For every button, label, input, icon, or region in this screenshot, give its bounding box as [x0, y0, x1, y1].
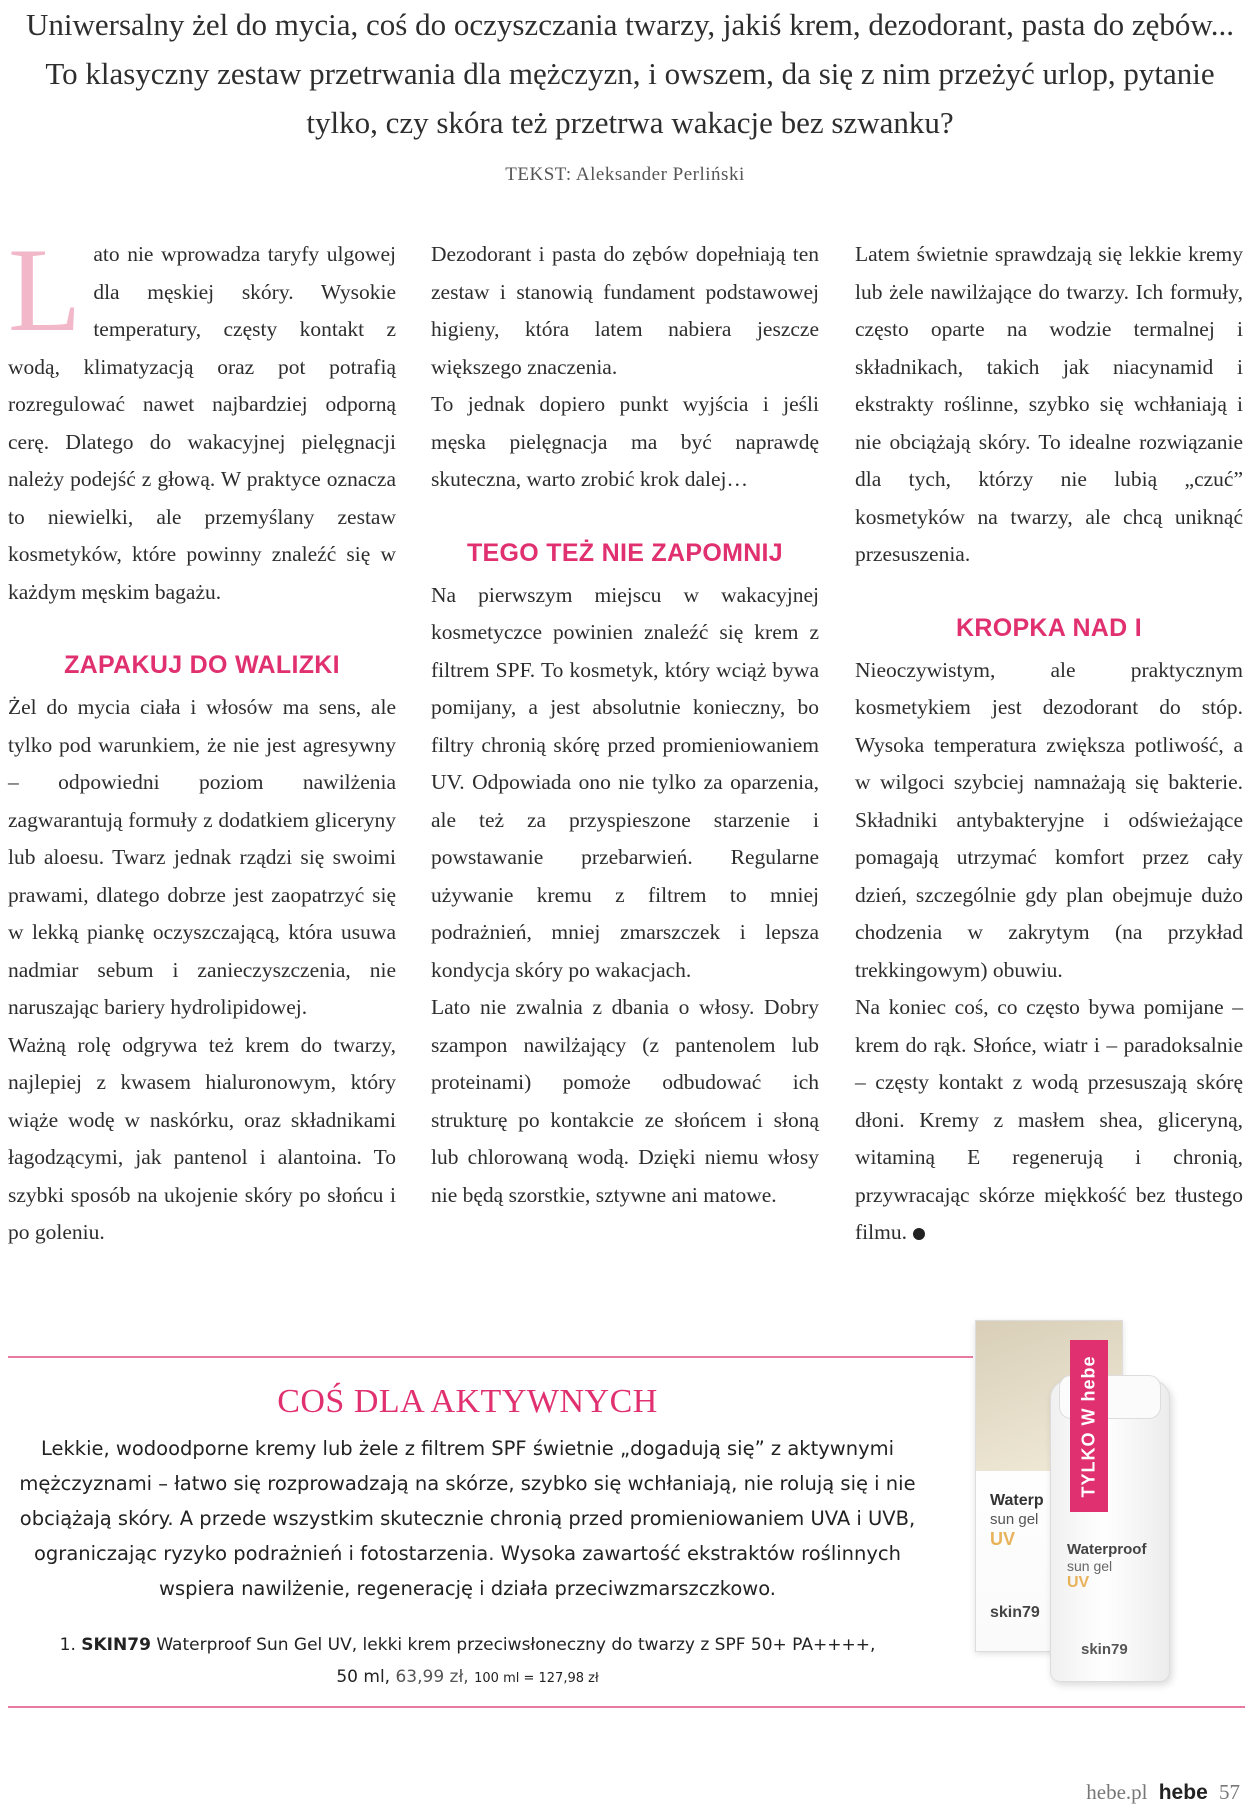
sidebar-bottom-rule — [8, 1706, 1245, 1708]
section-heading: KROPKA NAD I — [955, 613, 1142, 642]
paragraph: Ważną rolę odgrywa też krem do twarzy, najlepiej z kwasem hialuronowym, który wiąże wodę w naskórku, oraz składnikami łagodzącymi, jak pantenol i alantoina. To szybki sposób na ukojenie skóry po słońcu i po goleniu. — [8, 1032, 396, 1244]
lead-paragraph: Uniwersalny żel do mycia, coś do oczyszczania twarzy, jakiś krem, dezodorant, pasta do zębów... To klasyczny zestaw przetrwania dla mężczyzn, i owszem, da się z nim przeżyć urlop, pytanie tylko, czy skóra też przetrwa wakacje bez szwanku? — [26, 7, 1234, 140]
credit-unit-price: 100 ml = 127,98 zł — [474, 1671, 599, 1686]
footer-brand-logo: hebe — [1158, 1781, 1208, 1804]
box-name: Waterp — [990, 1492, 1044, 1509]
paragraph — [855, 989, 1243, 1252]
end-mark-icon — [913, 1228, 925, 1240]
product-bottle — [1050, 1380, 1170, 1682]
credit-text: Waterproof Sun Gel UV, lekki krem przeciwsłoneczny do twarzy z SPF 50+ PA++++, — [156, 1635, 876, 1655]
exclusive-tag — [1070, 1340, 1108, 1512]
sidebar-top-rule — [8, 1356, 973, 1358]
product-credit — [40, 1629, 895, 1695]
section-heading: TEGO TEŻ NIE ZAPOMNIJ — [466, 538, 784, 567]
page-number: 57 — [1219, 1780, 1240, 1804]
paragraph: Latem świetnie sprawdzają się lekkie kremy lub żele nawilżające do twarzy. Ich formuły, często oparte na wodzie termalnej i składnikach, takich jak niacynamid i ekstrakty roślinne, szybko się wchłaniają i nie obciążają skóry. To idealne rozwiązanie dla tych, którzy nie lubią „czuć” kosmetyków na twarzy, ale chcą uniknąć przesuszenia. — [855, 242, 1243, 566]
sidebar-title: COŚ DLA AKTYWNYCH — [277, 1383, 658, 1420]
paragraph: To jednak dopiero punkt wyjścia i jeśli męska pielęgnacja ma być naprawdę skuteczna, warto zrobić krok dalej… — [431, 392, 819, 491]
bottle-uv: UV — [1067, 1574, 1090, 1591]
bottle-name: Waterproof — [1067, 1541, 1147, 1558]
footer-site: hebe.pl — [1086, 1780, 1148, 1804]
credit-number: 1. — [59, 1635, 76, 1655]
paragraph: Nieoczywistym, ale praktycznym kosmetykiem jest dezodorant do stóp. Wysoka temperatura zwiększa potliwość, a w wilgoci szybciej namnażają się bakterie. Składniki antybakteryjne i odświeżające pomagają utrzymać komfort przez cały dzień, szczególnie gdy plan obejmuje dużo chodzenia w zakrytym (na przykład trekkingowym) obuwiu. — [855, 657, 1243, 982]
page-footer — [1086, 1780, 1240, 1805]
paragraph: ato nie wprowadza taryfy ulgowej dla męskiej skóry. Wysokie temperatury, częsty kontakt z wodą, klimatyzacją oraz pot potrafią rozregulować nawet najbardziej odporną cerę. Dlatego do wakacyjnej pielęgnacji należy podejść z głową. W praktyce oznacza to niewielki, ale przemyślany zestaw kosmetyków, które powinny znaleźć się w każdym męskim bagażu. — [8, 242, 396, 604]
product-image — [965, 1320, 1245, 1695]
closing-paragraph-text: Na koniec coś, co często bywa pomijane – krem do rąk. Słońce, wiatr i – paradoksalnie – częsty kontakt z wodą przesuszają skórę dłoni. Kremy z masłem shea, gliceryną, witaminą E regenerują i chronią, przywracając skórze miękkość bez tłustego filmu. — [855, 995, 1243, 1244]
box-brand: skin79 — [990, 1604, 1040, 1621]
paragraph: Lato nie zwalnia z dbania o włosy. Dobry szampon nawilżający (z pantenolem lub proteinami) pomoże odbudować ich strukturę po kontakcie ze słońcem i słoną lub chlorowaną wodą. Dzięki niemu włosy nie będą szorstkie, sztywne ani matowe. — [431, 995, 819, 1207]
paragraph: Żel do mycia ciała i włosów ma sens, ale tylko pod warunkiem, że nie jest agresywny – odpowiedni poziom nawilżenia zagwarantują formuły z dodatkiem gliceryny lub aloesu. Twarz jednak rządzi się swoimi prawami, dlatego dobrze jest zaopatrzyć się w lekką piankę oczyszczającą, która usuwa nadmiar sebum i zanieczyszczenia, nie naruszając bariery hydrolipidowej. — [8, 695, 396, 1019]
drop-cap: L — [8, 223, 82, 356]
byline: TEKST: Aleksander Perliński — [505, 164, 745, 185]
credit-price: 63,99 zł, — [395, 1667, 469, 1687]
bottle-brand: skin79 — [1081, 1641, 1128, 1658]
box-uv: UV — [990, 1529, 1016, 1549]
article-column-2 — [431, 236, 819, 1214]
credit-size: 50 ml, — [336, 1667, 391, 1687]
sidebar-text: Lekkie, wodoodporne kremy lub żele z filtrem SPF świetnie „dogadują się” z aktywnymi mężczyznami – łatwo się rozprowadzają na skórze, szybko się wchłaniają, nie rolują się i nie obciążają skóry. A przede wszystkim skutecznie chronią przed promieniowaniem UVA i UVB, ograniczając ryzyko podrażnień i fotostarzenia. Wysoka zawartość ekstraktów roślinnych wspiera nawilżenie, regenerację i działa przeciwzmarszczkowo. — [19, 1437, 916, 1600]
article-column-1 — [8, 223, 396, 1252]
paragraph: Dezodorant i pasta do zębów dopełniają ten zestaw i stanowią fundament podstawowej higieny, która latem nabiera jeszcze większego znaczenia. — [431, 242, 819, 379]
exclusive-tag-label: TYLKO W hebe — [1078, 1355, 1099, 1497]
paragraph: Na pierwszym miejscu w wakacyjnej kosmetyczce powinien znaleźć się krem z filtrem SPF. To kosmetyk, który wciąż bywa pomijany, a jest absolutnie konieczny, bo filtry chronią skórę przed promieniowaniem UV. Odpowiada ono nie tylko za oparzenia, ale też za przyspieszone starzenie i powstawanie przebarwień. Regularne używanie kremu z filtrem to mniej podrażnień, mniej zmarszczek i lepsza kondycja skóry po wakacjach. — [431, 582, 819, 982]
section-heading: ZAPAKUJ DO WALIZKI — [64, 651, 340, 679]
credit-brand: SKIN79 — [81, 1635, 151, 1655]
article-column-3 — [855, 236, 1243, 1252]
bottle-subname: sun gel — [1067, 1558, 1113, 1574]
box-subname: sun gel — [990, 1511, 1039, 1528]
